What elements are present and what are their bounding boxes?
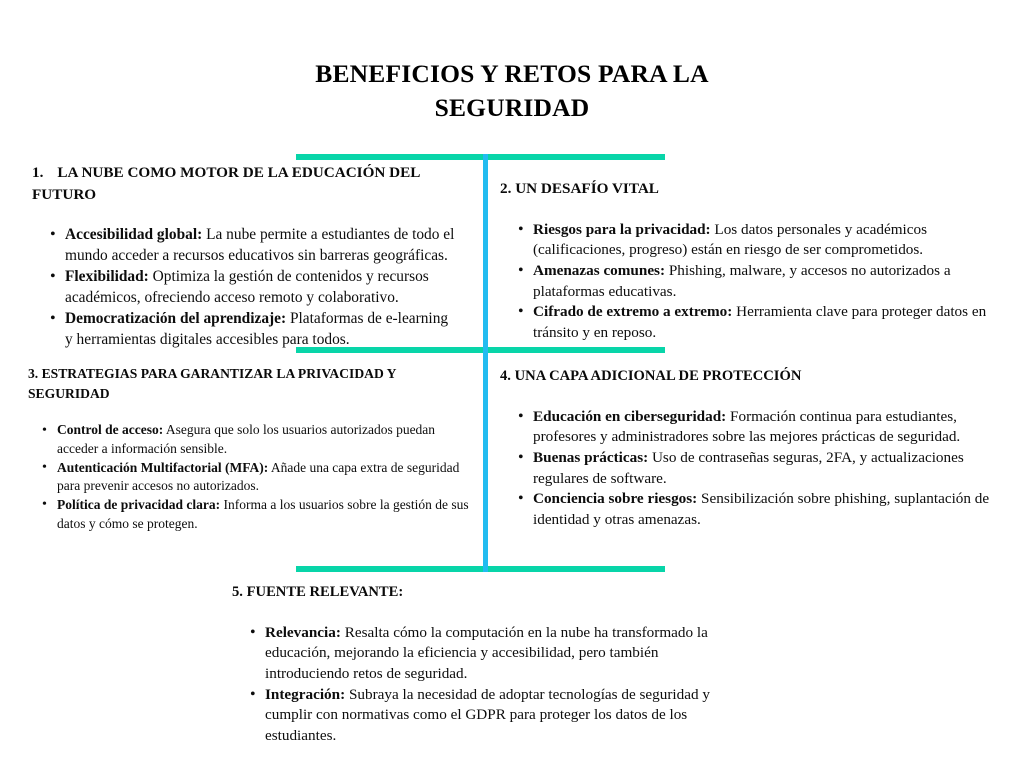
bullet-term: Riesgos para la privacidad: [533,220,711,238]
bullet-text: Uso de contraseñas seguras, 2FA, y actualizaciones regulares de software. [533,449,964,487]
section-5 [232,582,752,747]
section-2-heading [500,178,990,200]
bullet-text: Formación continua para estudiantes, profesores y administradores sobre las mejores prácticas de seguridad. [533,407,961,446]
section-3-heading [28,364,478,403]
list-item [38,496,478,533]
section-5-heading-text: FUENTE RELEVANTE: [246,584,404,600]
list-item [46,309,456,351]
bullet-term: Buenas prácticas: [533,449,649,467]
section-3 [28,364,478,533]
list-item [514,261,990,302]
bullet-text: Subraya la necesidad de adoptar tecnologías de seguridad y cumplir con normativas como el GDPR para proteger los datos de los estudiantes. [265,685,710,745]
bullet-text: Resalta cómo la computación en la nube ha transformado la educación, mejorando la eficiencia y accesibilidad, pero también introduciendo retos de seguridad. [265,623,708,683]
list-item [514,489,990,530]
section-5-heading [232,582,752,603]
bullet-term: Accesibilidad global: [65,226,203,244]
page-title-line-1: BENEFICIOS Y RETOS PARA LA [315,59,709,89]
bullet-text: Asegura que solo los usuarios autorizados puedan acceder a información sensible. [57,422,436,457]
section-4-heading-text: UNA CAPA ADICIONAL DE PROTECCIÓN [514,368,802,384]
section-2 [500,178,990,344]
section-2-bullet-list [500,220,990,344]
list-item [246,623,736,685]
list-item [514,407,990,448]
bullet-term: Conciencia sobre riesgos: [533,490,698,508]
bullet-term: Flexibilidad: [65,268,149,286]
bullet-term: Política de privacidad clara: [57,496,221,512]
section-1 [32,162,472,351]
section-4-bullet-list [500,407,990,531]
bullet-text: La nube permite a estudiantes de todo el mundo acceder a recursos educativos sin barreras geográficas. [65,226,455,265]
section-2-heading-text: UN DESAFÍO VITAL [515,180,659,197]
list-item [514,302,990,343]
list-item [514,220,990,261]
divider-rule-bottom [296,566,665,572]
list-item [514,448,990,489]
bullet-term: Integración: [265,685,346,703]
section-3-bullet-list [28,421,478,533]
section-1-bullet-list [32,225,472,351]
bullet-term: Democratización del aprendizaje: [65,309,287,327]
list-item [38,459,478,496]
bullet-term: Amenazas comunes: [533,261,666,279]
section-4 [500,366,990,531]
section-1-heading-text: LA NUBE COMO MOTOR DE LA EDUCACIÓN DEL FUTURO [32,164,420,203]
bullet-term: Autenticación Multifactorial (MFA): [57,459,269,475]
bullet-text: Optimiza la gestión de contenidos y recursos académicos, ofreciendo acceso remoto y colaborativo. [65,268,429,306]
section-4-heading [500,366,990,387]
bullet-term: Relevancia: [265,623,341,641]
section-1-heading [32,162,472,205]
section-2-number: 2. [500,180,512,197]
section-1-number: 1. [32,164,44,181]
section-4-number: 4. [500,368,511,384]
divider-rule-top [296,154,665,160]
bullet-text: Informa a los usuarios sobre la gestión de sus datos y cómo se protegen. [57,496,469,531]
divider-rule-vertical [483,154,488,572]
list-item [246,685,736,747]
bullet-text: Phishing, malware, y accesos no autorizados a plataformas educativas. [533,261,951,300]
bullet-text: Sensibilización sobre phishing, suplantación de identidad y otras amenazas. [533,490,990,529]
bullet-text: Plataformas de e-learning y herramientas digitales accesibles para todos. [65,309,449,348]
bullet-text: Añade una capa extra de seguridad para prevenir accesos no autorizados. [57,459,460,494]
list-item [46,225,456,267]
bullet-term: Control de acceso: [57,422,164,438]
list-item [38,421,478,458]
bullet-text: Herramienta clave para proteger datos en tránsito y en reposo. [533,303,987,341]
bullet-term: Cifrado de extremo a extremo: [533,303,733,321]
section-5-bullet-list [232,623,752,747]
list-item [46,267,456,309]
page-title-line-2: SEGURIDAD [434,92,590,122]
bullet-term: Educación en ciberseguridad: [533,407,727,425]
bullet-text: Los datos personales y académicos (calificaciones, progreso) están en riesgo de ser comprometidos. [533,220,927,259]
section-5-number: 5. [232,584,243,600]
section-3-number: 3. [28,366,39,381]
section-3-heading-text: ESTRATEGIAS PARA GARANTIZAR LA PRIVACIDAD Y SEGURIDAD [28,366,396,401]
page-title [182,57,842,124]
